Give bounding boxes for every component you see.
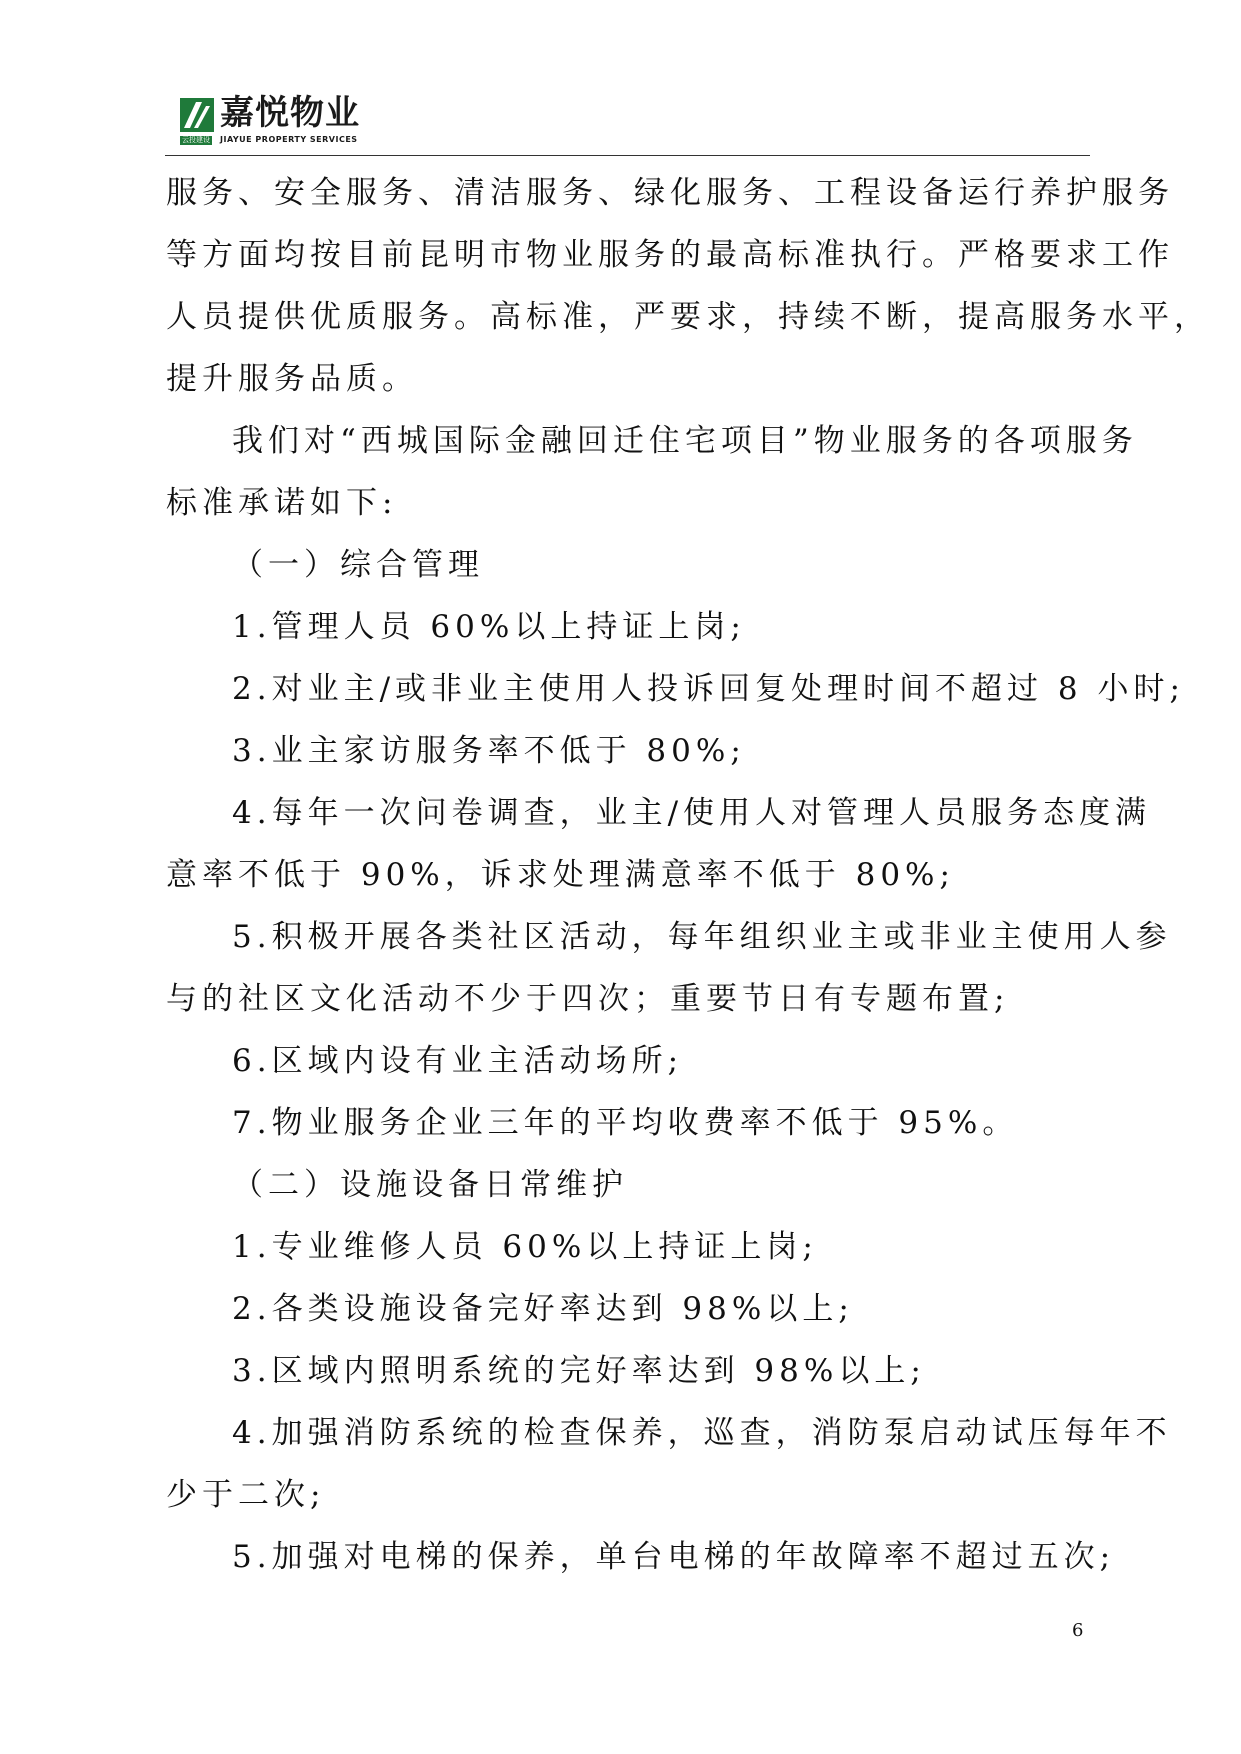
list-item-continuation: 意率不低于 90%，诉求处理满意率不低于 80%; [166,857,955,893]
text-line: 我们对“西城国际金融回迁住宅项目”物业服务的各项服务 [232,423,1138,459]
list-item: 6.区域内设有业主活动场所; [232,1043,684,1079]
section-heading: （二）设施设备日常维护 [232,1167,628,1203]
page-number: 6 [1072,1620,1084,1641]
jiayue-logo-icon [180,98,214,132]
list-item: 5.积极开展各类社区活动，每年组织业主或非业主使用人参 [232,919,1172,955]
list-item: 3.区域内照明系统的完好率达到 98%以上; [232,1353,926,1389]
page-header [180,92,1100,152]
text-line: 等方面均按目前昆明市物业服务的最高标准执行。严格要求工作 [166,237,1174,273]
list-item: 7.物业服务企业三年的平均收费率不低于 95%。 [232,1105,1019,1141]
text-line: 标准承诺如下: [166,485,398,521]
brand-subtitle-en: JIAYUE PROPERTY SERVICES [220,135,358,144]
list-item: 2.各类设施设备完好率达到 98%以上; [232,1291,854,1327]
header-divider [165,155,1090,156]
section-heading: （一）综合管理 [232,547,484,583]
list-item: 1.专业维修人员 60%以上持证上岗; [232,1229,818,1265]
list-item-continuation: 与的社区文化活动不少于四次；重要节日有专题布置; [166,981,1010,1017]
list-item: 2.对业主/或非业主使用人投诉回复处理时间不超过 8 小时; [232,671,1185,707]
list-item: 4.加强消防系统的检查保养，巡查，消防泵启动试压每年不 [232,1415,1172,1451]
list-item: 1.管理人员 60%以上持证上岗; [232,609,746,645]
text-line: 服务、安全服务、清洁服务、绿化服务、工程设备运行养护服务 [166,175,1174,211]
text-line: 提升服务品质。 [166,361,418,397]
brand-subtitle-cn: 云投建设 [182,136,210,144]
brand-name: 嘉悦物业 [220,93,360,133]
document-body [166,162,1210,1588]
list-item: 3.业主家访服务率不低于 80%; [232,733,746,769]
list-item-continuation: 少于二次; [166,1477,326,1513]
list-item: 4.每年一次问卷调查，业主/使用人对管理人员服务态度满 [232,795,1152,831]
list-item: 5.加强对电梯的保养，单台电梯的年故障率不超过五次; [232,1539,1116,1575]
text-line: 人员提供优质服务。高标准，严要求，持续不断，提高服务水平， [166,299,1210,335]
